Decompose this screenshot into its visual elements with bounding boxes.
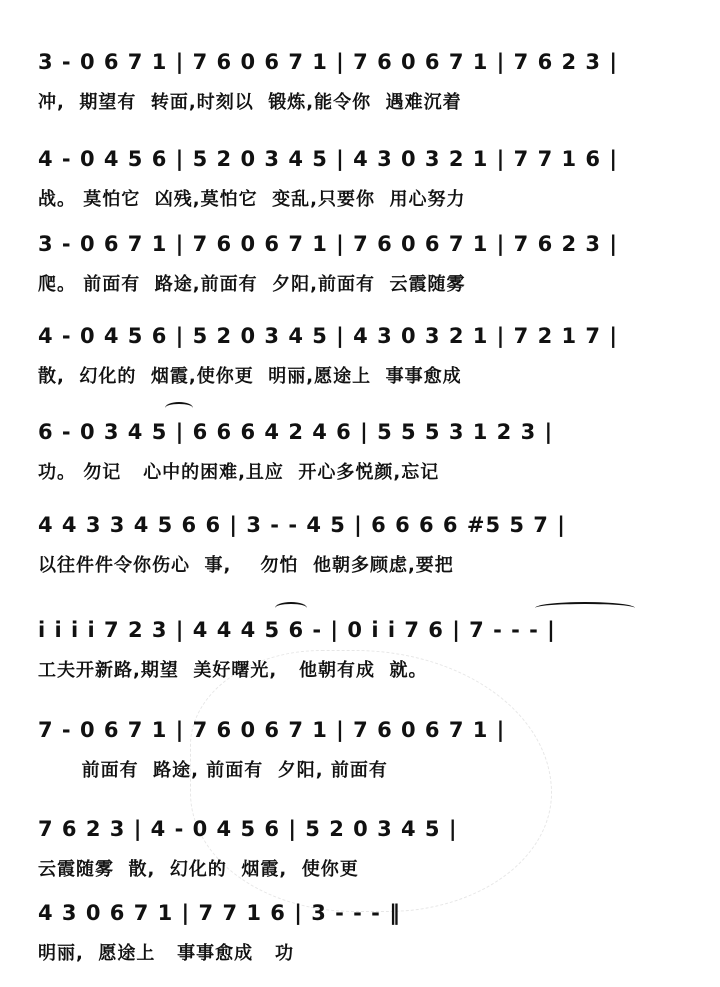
score-system-4 [0,318,720,408]
lyrics-line: 冲, 期望有 转面,时刻以 锻炼,能令你 遇难沉着 [38,92,462,113]
slur-mark [165,402,193,414]
score-system-2 [0,141,720,231]
lyrics-line: 功。 勿记 心中的困难,且应 开心多悦颜,忘记 [38,462,440,483]
score-system-7 [0,612,720,702]
score-system-1 [0,44,720,134]
lyrics-line: 前面有 路途, 前面有 夕阳, 前面有 [38,760,388,781]
notation-line: 6 - 0 3 4 5 | 6 6 6 4 2 4 6 | 5 5 5 3 1 2 3 | [38,420,554,444]
notation-line: i i i i 7 2 3 | 4 4 4 5 6 - | 0 i i 7 6 | 7 - - - | [38,618,556,642]
lyrics-line: 云霞随雾 散, 幻化的 烟霞, 使你更 [38,859,359,880]
score-system-5 [0,414,720,504]
notation-line: 4 4 3 3 4 5 6 6 | 3 - - 4 5 | 6 6 6 6 #5 5 7 | [38,513,566,537]
score-system-6 [0,507,720,597]
lyrics-line: 战。 莫怕它 凶残,莫怕它 变乱,只要你 用心努力 [38,189,466,210]
lyrics-line: 以往件件令你伤心 事, 勿怕 他朝多顾虑,要把 [38,555,454,576]
notation-line: 7 - 0 6 7 1 | 7 6 0 6 7 1 | 7 6 0 6 7 1 | [38,718,506,742]
score-system-8 [0,712,720,802]
score-system-3 [0,226,720,316]
score-system-9 [0,811,720,901]
score-system-10 [0,895,720,985]
lyrics-line: 明丽, 愿途上 事事愈成 功 [38,943,294,964]
notation-line: 4 - 0 4 5 6 | 5 2 0 3 4 5 | 4 3 0 3 2 1 | 7 7 1 6 | [38,147,619,171]
lyrics-line: 爬。 前面有 路途,前面有 夕阳,前面有 云霞随雾 [38,274,466,295]
notation-line: 7 6 2 3 | 4 - 0 4 5 6 | 5 2 0 3 4 5 | [38,817,458,841]
lyrics-line: 工夫开新路,期望 美好曙光, 他朝有成 就。 [38,660,428,681]
notation-line: 3 - 0 6 7 1 | 7 6 0 6 7 1 | 7 6 0 6 7 1 | 7 6 2 3 | [38,232,619,256]
notation-line: 3 - 0 6 7 1 | 7 6 0 6 7 1 | 7 6 0 6 7 1 | 7 6 2 3 | [38,50,619,74]
notation-line: 4 - 0 4 5 6 | 5 2 0 3 4 5 | 4 3 0 3 2 1 | 7 2 1 7 | [38,324,619,348]
lyrics-line: 散, 幻化的 烟霞,使你更 明丽,愿途上 事事愈成 [38,366,462,387]
notation-line: 4 3 0 6 7 1 | 7 7 1 6 | 3 - - - ‖ [38,901,401,925]
